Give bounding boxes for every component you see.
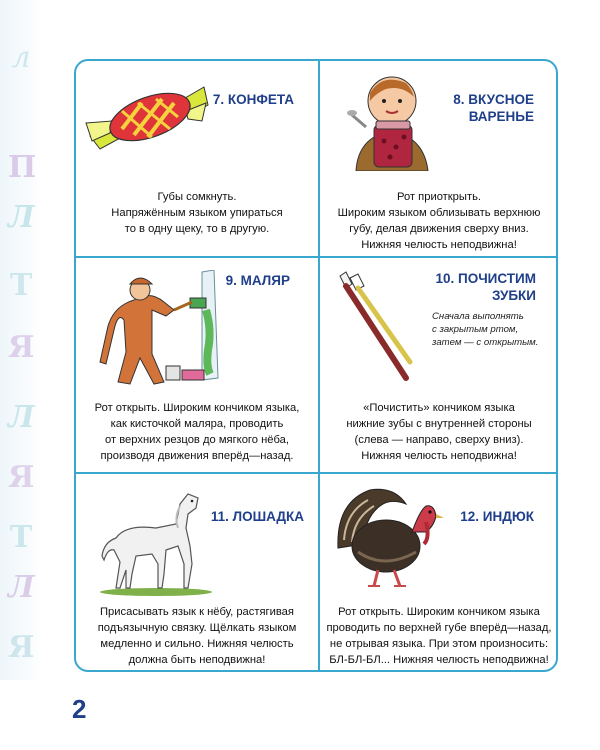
card-title [435,270,536,304]
description-line: как кисточкой маляра, проводить [110,418,284,430]
exercise-card-toothbrushes [320,258,558,474]
description-line: БЛ-БЛ-БЛ... Нижняя челюсть неподвижна! [329,654,549,666]
exercise-card-turkey [320,474,558,672]
description-line: Нижняя челюсть неподвижна! [361,239,517,251]
card-description [324,400,554,464]
decorative-letter: П [8,150,37,185]
description-line: «Почистить» кончиком языка [363,402,515,414]
decorative-letter: Я [8,330,35,365]
description-line: (слева — направо, сверху вниз). [354,434,524,446]
description-line: производя движения вперёд—назад. [100,450,294,462]
card-note [432,310,538,349]
toothbrushes-illustration [334,270,414,390]
exercise-card-horse [76,474,320,672]
decorative-letter: Л [8,570,35,605]
description-line: Губы сомкнуть. [157,191,237,203]
decorative-letter: Я [8,630,35,665]
card-title-line: ВАРЕНЬЕ [468,109,534,124]
description-line: Широким языком облизывать верхнюю [337,207,541,219]
description-line: проводить по верхней губе вперёд—назад, [326,622,552,634]
note-line: с закрытым ртом, [432,324,519,335]
decorative-letter: Т [9,268,33,303]
exercise-card-candy [76,61,320,258]
card-description [324,604,554,668]
description-line: Рот приоткрыть. [396,191,482,203]
candy-illustration [82,81,212,153]
description-line: медленно и сильно. Нижняя челюсть [100,638,294,650]
description-line: губу, делая движения сверху вниз. [349,223,529,235]
card-title-line: 10. ПОЧИСТИМ [435,271,536,286]
note-line: Сначала выполнять [432,311,524,322]
card-title [453,91,534,125]
horse-illustration [96,484,216,596]
decorative-letter: Л [8,400,35,435]
card-description [80,400,314,464]
painter-illustration [94,270,244,390]
exercise-card-jam [320,61,558,258]
description-line: то в одну щеку, то в другую. [124,223,270,235]
description-line: подъязычную связку. Щёлкать языком [97,622,297,634]
description-line: Напряжённым языком упираться [111,207,283,219]
page-number: 2 [72,694,87,724]
description-line: Присасывать язык к нёбу, растягивая [100,606,294,618]
description-line: от верхних резцов до мягкого нёба, [105,434,289,446]
description-line: не отрывая языка. При этом произносить: [329,638,549,650]
note-line: затем — с открытым. [432,337,539,348]
description-line: Нижняя челюсть неподвижна! [361,450,517,462]
decorative-letter: Я [8,460,35,495]
description-line: должна быть неподвижна! [128,654,266,666]
description-line: Рот открыть. Широким кончиком языка [338,606,540,618]
card-title: 12. ИНДЮК [460,509,534,524]
description-line: Рот открыть. Широким кончиком языка, [94,402,300,414]
decorative-side-strip [0,0,40,680]
decorative-letter: Т [9,520,33,555]
exercise-card-grid [74,59,558,672]
card-description [324,189,554,253]
decorative-letter: л [11,40,31,75]
turkey-illustration [334,482,446,590]
exercise-card-painter [76,258,320,474]
boy-with-jam-illustration [346,67,436,171]
card-title-line: 8. ВКУСНОЕ [453,92,534,107]
card-title: 7. КОНФЕТА [212,92,294,107]
decorative-letter: Л [8,200,35,235]
card-description [80,189,314,237]
card-title-line: ЗУБКИ [492,288,536,303]
description-line: нижние зубы с внутренней стороны [346,418,532,430]
card-description [80,604,314,668]
card-title: 9. МАЛЯР [225,273,290,288]
card-title: 11. ЛОШАДКА [210,509,304,524]
